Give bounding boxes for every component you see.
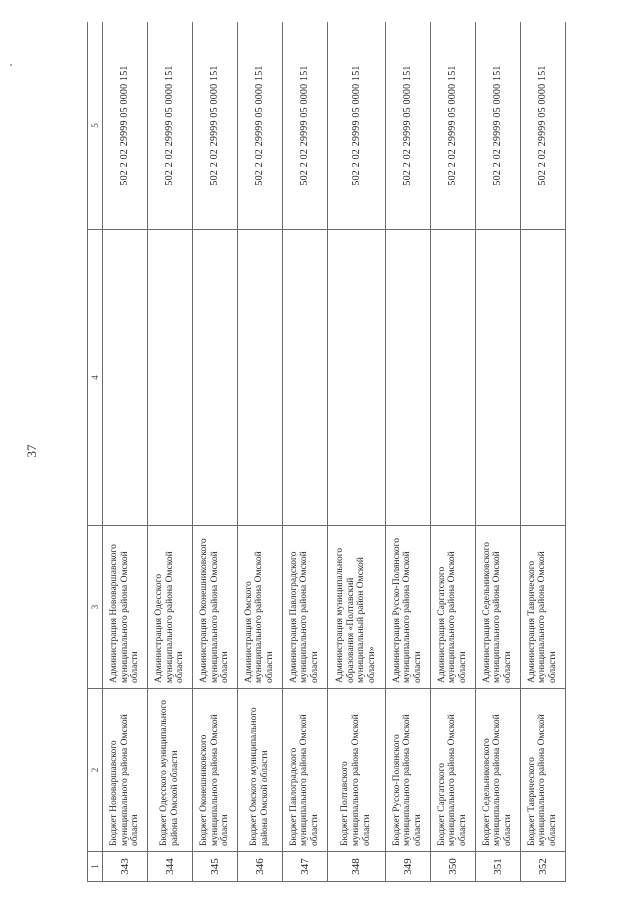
col4-cell xyxy=(237,230,282,526)
table-row xyxy=(430,22,475,882)
table-row xyxy=(147,22,192,882)
budget-cell: Бюджет Оконешниковского муниципального района Омской области xyxy=(192,689,237,852)
table-row xyxy=(385,22,430,882)
table-header-row xyxy=(88,22,103,882)
administrator-cell: Администрация Павлоградского муниципального района Омской области xyxy=(282,526,327,689)
table-row xyxy=(103,22,148,882)
code-cell: 502 2 02 29999 05 0000 151 xyxy=(327,22,385,230)
header-col-5: 5 xyxy=(88,22,103,230)
row-number: 351 xyxy=(475,852,520,882)
scan-speck xyxy=(10,64,12,66)
budget-cell: Бюджет Одесского муниципального района Омской области xyxy=(147,689,192,852)
row-number: 347 xyxy=(282,852,327,882)
administrator-cell: Администрация Нововаршавского муниципального района Омской области xyxy=(103,526,148,689)
code-cell: 502 2 02 29999 05 0000 151 xyxy=(430,22,475,230)
col4-cell xyxy=(103,230,148,526)
code-cell: 502 2 02 29999 05 0000 151 xyxy=(385,22,430,230)
row-number: 349 xyxy=(385,852,430,882)
administrator-cell: Администрация муниципального образования «Полтавский муниципальный район Омской области» xyxy=(327,526,385,689)
administrator-cell: Администрация Русско-Полянского муниципального района Омской области xyxy=(385,526,430,689)
col4-cell xyxy=(475,230,520,526)
col4-cell xyxy=(430,230,475,526)
administrator-cell: Администрация Саргатского муниципального района Омской области xyxy=(430,526,475,689)
col4-cell xyxy=(147,230,192,526)
header-col-1: 1 xyxy=(88,852,103,882)
col4-cell xyxy=(385,230,430,526)
row-number: 350 xyxy=(430,852,475,882)
row-number: 348 xyxy=(327,852,385,882)
budget-cell: Бюджет Омского муниципального района Омской области xyxy=(237,689,282,852)
col4-cell xyxy=(282,230,327,526)
table-row xyxy=(520,22,565,882)
administrator-cell: Администрация Оконешниковского муниципального района Омской области xyxy=(192,526,237,689)
administrator-cell: Администрация Омского муниципального района Омской области xyxy=(237,526,282,689)
budget-cell: Бюджет Таврического муниципального района Омской области xyxy=(520,689,565,852)
code-cell: 502 2 02 29999 05 0000 151 xyxy=(520,22,565,230)
header-col-3: 3 xyxy=(88,526,103,689)
table-row xyxy=(237,22,282,882)
budget-cell: Бюджет Седельниковского муниципального района Омской области xyxy=(475,689,520,852)
administrator-cell: Администрация Таврического муниципального района Омской области xyxy=(520,526,565,689)
row-number: 352 xyxy=(520,852,565,882)
row-number: 346 xyxy=(237,852,282,882)
budget-cell: Бюджет Саргатского муниципального района Омской области xyxy=(430,689,475,852)
budget-cell: Бюджет Русско-Полянского муниципального района Омской области xyxy=(385,689,430,852)
col4-cell xyxy=(192,230,237,526)
col4-cell xyxy=(520,230,565,526)
code-cell: 502 2 02 29999 05 0000 151 xyxy=(282,22,327,230)
header-col-4: 4 xyxy=(88,230,103,526)
row-number: 343 xyxy=(103,852,148,882)
document-sheet xyxy=(87,22,566,882)
budget-cell: Бюджет Нововаршавского муниципального района Омской области xyxy=(103,689,148,852)
code-cell: 502 2 02 29999 05 0000 151 xyxy=(103,22,148,230)
code-cell: 502 2 02 29999 05 0000 151 xyxy=(237,22,282,230)
row-number: 344 xyxy=(147,852,192,882)
data-table xyxy=(87,22,566,882)
header-col-2: 2 xyxy=(88,689,103,852)
table-row xyxy=(282,22,327,882)
code-cell: 502 2 02 29999 05 0000 151 xyxy=(147,22,192,230)
table-row xyxy=(327,22,385,882)
code-cell: 502 2 02 29999 05 0000 151 xyxy=(192,22,237,230)
row-number: 345 xyxy=(192,852,237,882)
budget-cell: Бюджет Полтавского муниципального района Омской области xyxy=(327,689,385,852)
rotated-table-wrapper xyxy=(87,22,566,882)
table-row xyxy=(475,22,520,882)
administrator-cell: Администрация Одесского муниципального района Омской области xyxy=(147,526,192,689)
page-number: 37 xyxy=(24,444,39,458)
administrator-cell: Администрация Седельниковского муниципального района Омской области xyxy=(475,526,520,689)
table-row xyxy=(192,22,237,882)
code-cell: 502 2 02 29999 05 0000 151 xyxy=(475,22,520,230)
budget-cell: Бюджет Павлоградского муниципального района Омской области xyxy=(282,689,327,852)
col4-cell xyxy=(327,230,385,526)
